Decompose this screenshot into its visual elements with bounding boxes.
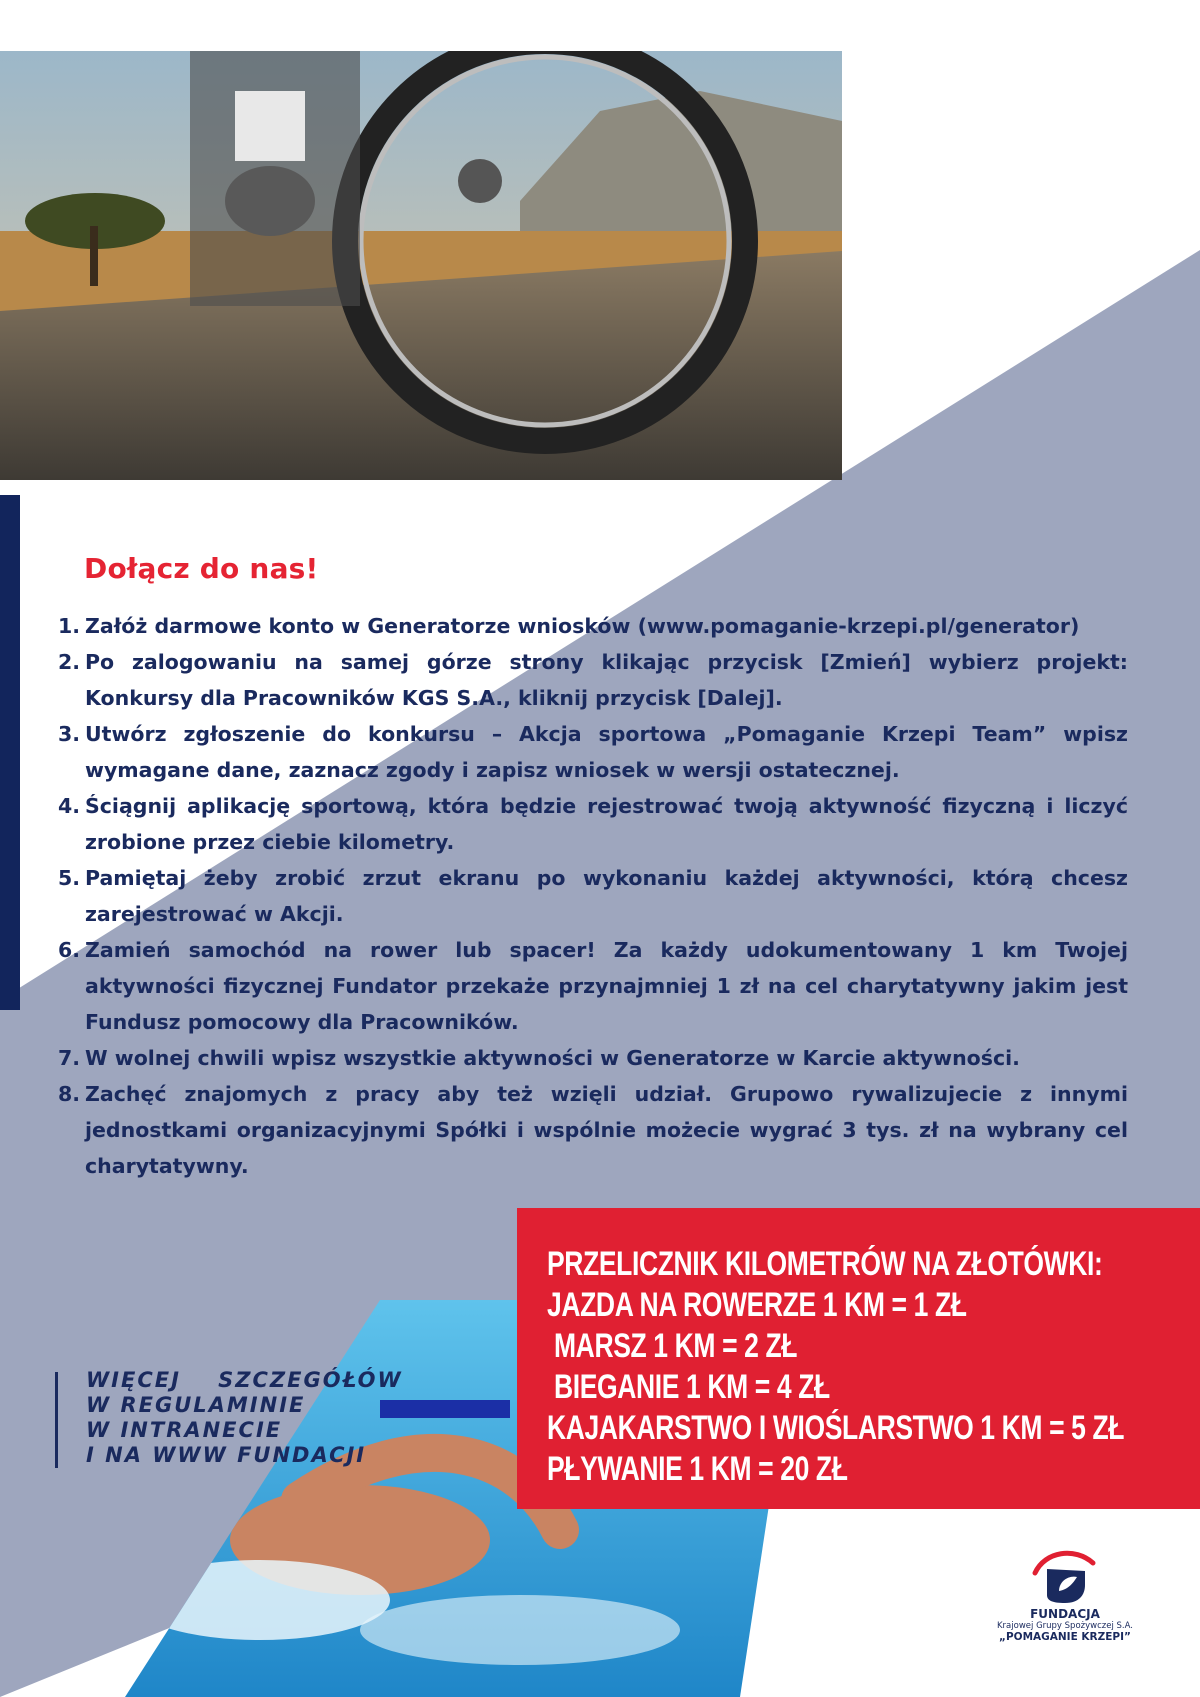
list-item: 6. Zamień samochód na rower lub spacer! Za każdy udokumentowany 1 km Twojej aktywności fizycznej Fundator przekaże przynajmniej 1 zł na cel charytatywny jakim jest Fundusz pomocowy dla Pracowników. — [58, 938, 1128, 1034]
converter-row-walking: MARSZ 1 KM = 2 ZŁ — [547, 1327, 798, 1365]
left-accent-bar — [0, 495, 20, 1010]
instruction-list — [58, 608, 1128, 1184]
foundation-logo: FUNDACJA Krajowej Grupy Spożywczej S.A. „POMAGANIE KRZEPI” — [985, 1545, 1145, 1655]
list-item: 2. Po zalogowaniu na samej górze strony klikając przycisk [Zmień] wybierz projekt: Konkursy dla Pracowników KGS S.A., kliknij przycisk [Dalej]. — [58, 650, 1128, 710]
list-item: 7. W wolnej chwili wpisz wszystkie aktywności w Generatorze w Karcie aktywności. — [58, 1046, 1020, 1070]
more-details-note: WIĘCEJ SZCZEGÓŁÓW W REGULAMINIE W INTRANECIE I NA WWW FUNDACJI — [86, 1368, 403, 1467]
page-heading: Dołącz do nas! — [84, 552, 319, 585]
converter-row-kayaking: KAJAKARSTWO I WIOŚLARSTWO 1 KM = 5 ZŁ — [547, 1409, 1125, 1447]
list-item: 5. Pamiętaj żeby zrobić zrzut ekranu po wykonaniu każdej aktywności, którą chcesz zarejestrować w Akcji. — [58, 866, 1128, 926]
km-converter-box — [517, 1208, 1200, 1509]
converter-row-running: BIEGANIE 1 KM = 4 ZŁ — [547, 1368, 830, 1406]
list-item: 8. Zachęć znajomych z pracy aby też wzięli udział. Grupowo rywalizujecie z innymi jednostkami organizacyjnymi Spółki i wspólnie możecie wygrać 3 tys. zł na wybrany cel charytatywny. — [58, 1082, 1128, 1178]
converter-title: PRZELICZNIK KILOMETRÓW NA ZŁOTÓWKI: — [547, 1245, 1103, 1283]
list-item: 4. Ściągnij aplikację sportową, która będzie rejestrować twoją aktywność fizyczną i liczyć zrobione przez ciebie kilometry. — [58, 794, 1128, 854]
foundation-logo-icon — [1025, 1545, 1105, 1605]
converter-row-cycling: JAZDA NA ROWERZE 1 KM = 1 ZŁ — [547, 1286, 967, 1324]
details-divider — [55, 1372, 58, 1468]
list-item: 3. Utwórz zgłoszenie do konkursu – Akcja sportowa „Pomaganie Krzepi Team” wpisz wymagane dane, zaznacz zgody i zapisz wniosek w wersji ostatecznej. — [58, 722, 1128, 782]
converter-row-swimming: PŁYWANIE 1 KM = 20 ZŁ — [547, 1450, 848, 1488]
list-item: 1. Załóż darmowe konto w Generatorze wniosków (www.pomaganie-krzepi.pl/generator) — [58, 614, 1080, 638]
bicycle-wheel-photo — [0, 51, 842, 480]
